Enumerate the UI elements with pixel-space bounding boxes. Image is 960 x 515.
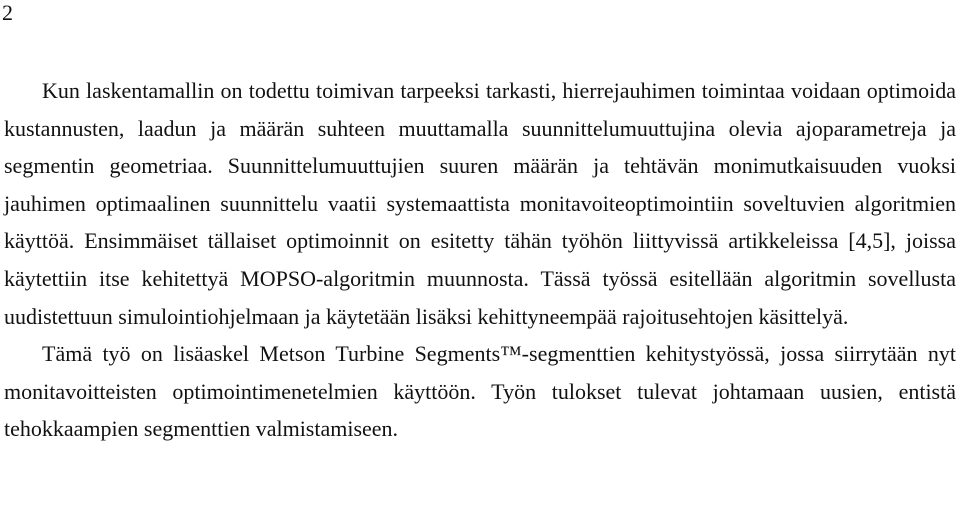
- page-number: 2: [2, 0, 13, 25]
- body-text: [4, 72, 956, 448]
- paragraph-work-contribution: Tämä työ on lisäaskel Metson Turbine Segments™-segmenttien kehitystyössä, jossa siirrytään nyt monitavoitteisten optimointimenetelmien käyttöön. Työn tulokset tulevat johtamaan uusien, entistä tehokkaampien segmenttien valmistamiseen.: [4, 341, 956, 442]
- paragraph-optimization-intro: Kun laskentamallin on todettu toimivan tarpeeksi tarkasti, hierrejauhimen toimintaa voidaan optimoida kustannusten, laadun ja määrän suhteen muuttamalla suunnittelumuuttujina olevia ajoparametreja ja segmentin geometriaa. Suunnittelumuuttujien suuren määrän ja tehtävän monimutkaisuuden vuoksi jauhimen optimaalinen suunnittelu vaatii systemaattista monitavoiteoptimointiin soveltuvien algoritmien käyttöä. Ensimmäiset tällaiset optimoinnit on esitetty tähän työhön liittyvissä artikkeleissa [4,5], joissa käytettiin itse kehitettyä MOPSO-algoritmin muunnosta. Tässä työssä esitellään algoritmin sovellusta uudistettuun simulointiohjelmaan ja käytetään lisäksi kehittyneempää rajoitusehtojen käsittelyä.: [4, 78, 956, 329]
